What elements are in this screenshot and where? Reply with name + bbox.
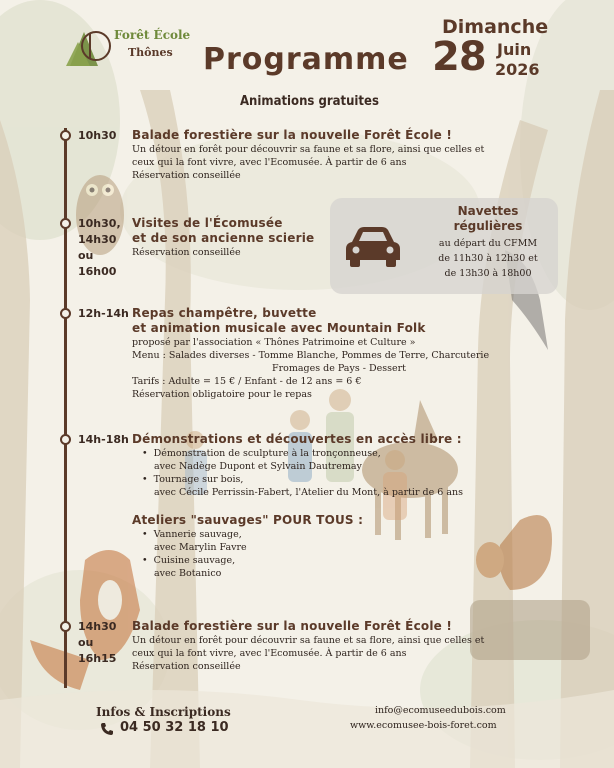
timeline-dot — [60, 308, 71, 319]
event-4-subtitle: Ateliers "sauvages" POUR TOUS : — [132, 513, 364, 527]
event-5-title: Balade forestière sur la nouvelle Forêt École ! — [132, 619, 453, 633]
event-4-bullet-detail: avec Cécile Perrissin-Fabert, l'Atelier du Mont, à partir de 6 ans — [154, 487, 463, 498]
event-4-time: 14h-18h — [78, 433, 129, 446]
timeline-dot — [60, 130, 71, 141]
timeline-line — [64, 128, 67, 688]
date-year: 2026 — [495, 60, 540, 79]
event-1 — [132, 128, 552, 182]
timeline-dot — [60, 621, 71, 632]
event-3-line: Réservation obligatoire pour le repas — [132, 389, 312, 400]
event-1-time: 10h30 — [78, 129, 117, 142]
event-2 — [132, 216, 332, 259]
email-link[interactable]: info@ecomuseedubois.com — [375, 705, 506, 716]
date-number: 28 — [432, 34, 486, 80]
event-4-title: Démonstrations et découvertes en accès libre : — [132, 432, 462, 446]
event-3-title: Repas champêtre, buvette — [132, 306, 317, 320]
timeline-dot — [60, 218, 71, 229]
shuttle-text: au départ du CFMM de 11h30 à 12h30 et de 13h30 à 18h00 — [438, 238, 538, 279]
event-2-title: Visites de l'Écomusée — [132, 216, 283, 230]
phone-number[interactable]: 04 50 32 18 10 — [120, 720, 229, 735]
event-4-bullet: Démonstration de sculpture à la tronçonneuse, — [153, 448, 381, 459]
logo-brand-line1: Forêt École — [114, 28, 191, 42]
event-4 — [132, 432, 552, 580]
event-3 — [132, 306, 532, 401]
event-2-title: et de son ancienne scierie — [132, 231, 315, 245]
car-icon — [342, 224, 404, 270]
event-3-line: Fromages de Pays - Dessert — [272, 363, 406, 374]
event-2-time: 10h30, 14h30 ou 16h00 — [78, 217, 121, 278]
subtitle: Animations gratuites — [240, 94, 379, 109]
logo-brand-line2: Thônes — [128, 46, 173, 59]
event-5 — [132, 619, 552, 673]
page-title: Programme — [203, 42, 409, 77]
forest-school-logo-icon — [62, 22, 112, 72]
website-link[interactable]: www.ecomusee-bois-foret.com — [350, 720, 497, 731]
event-3-line: Tarifs : Adulte = 15 € / Enfant - de 12 ans = 6 € — [132, 376, 362, 387]
shuttle-box — [330, 198, 558, 294]
timeline-dot — [60, 434, 71, 445]
event-5-time: 14h30 ou 16h15 — [78, 620, 117, 665]
event-1-line: Un détour en forêt pour découvrir sa faune et sa flore, ainsi que celles et — [132, 144, 485, 155]
event-5-line: Un détour en forêt pour découvrir sa faune et sa flore, ainsi que celles et — [132, 635, 485, 646]
logo — [62, 22, 192, 74]
event-5-line: ceux qui la font vivre, avec l'Ecomusée. À partir de 6 ans — [132, 648, 407, 659]
event-4-bullet: Vannerie sauvage, — [153, 529, 242, 540]
infos-label: Infos & Inscriptions — [96, 705, 231, 719]
event-4-bullet: Tournage sur bois, — [153, 474, 244, 485]
event-1-title: Balade forestière sur la nouvelle Forêt École ! — [132, 128, 453, 142]
event-3-line: proposé par l'association « Thônes Patrimoine et Culture » — [132, 337, 416, 348]
event-4-bullet: Cuisine sauvage, — [153, 555, 236, 566]
event-4-bullet-detail: avec Botanico — [154, 568, 222, 579]
event-1-line: Réservation conseillée — [132, 170, 241, 181]
event-1-line: ceux qui la font vivre, avec l'Ecomusée. À partir de 6 ans — [132, 157, 407, 168]
event-3-line: Menu : Salades diverses - Tomme Blanche, Pommes de Terre, Charcuterie — [132, 350, 490, 361]
phone-icon — [100, 722, 114, 736]
event-2-line: Réservation conseillée — [132, 247, 241, 258]
event-3-time: 12h-14h — [78, 307, 129, 320]
shuttle-title: Navettes régulières — [453, 204, 523, 233]
event-4-bullet-detail: avec Marylin Favre — [154, 542, 247, 553]
date-day: Dimanche — [442, 16, 549, 38]
event-5-line: Réservation conseillée — [132, 661, 241, 672]
date-month: Juin — [497, 40, 532, 59]
event-3-title: et animation musicale avec Mountain Folk — [132, 321, 426, 335]
event-4-bullet-detail: avec Nadège Dupont et Sylvain Dautremay — [154, 461, 362, 472]
